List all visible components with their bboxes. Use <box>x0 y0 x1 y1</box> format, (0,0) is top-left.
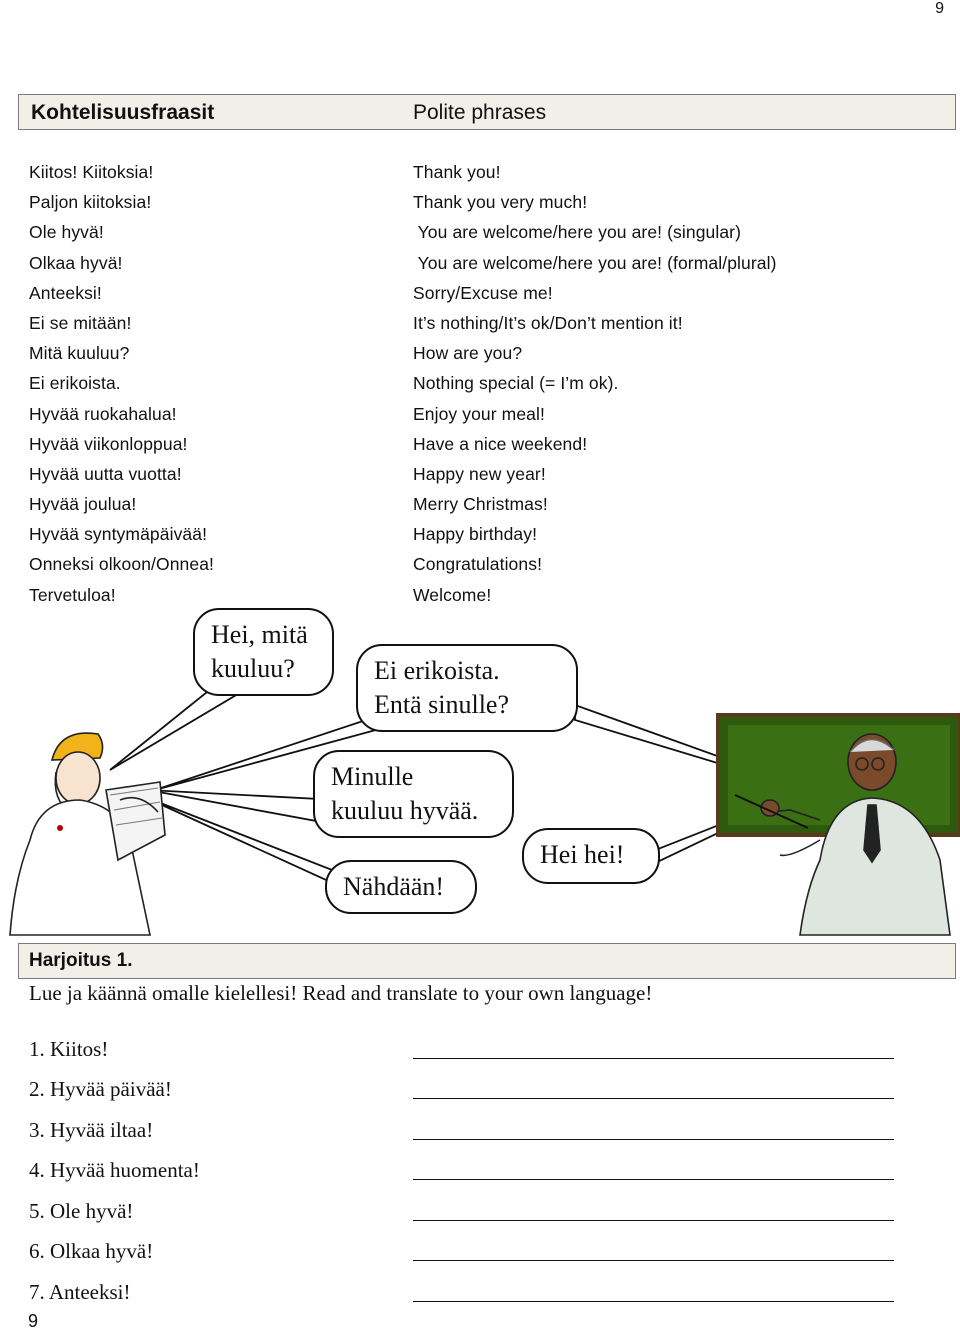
answer-line[interactable] <box>413 1139 894 1140</box>
finnish-phrase: Hyvää viikonloppua! <box>29 433 188 454</box>
speech-bubble-how-are-you <box>193 608 334 696</box>
bubble-text: kuuluu? <box>211 654 295 683</box>
speech-bubble-see-you <box>325 860 477 914</box>
finnish-phrase: Olkaa hyvä! <box>29 252 123 273</box>
answer-line[interactable] <box>413 1179 894 1180</box>
english-phrase: Welcome! <box>413 584 492 605</box>
english-phrase: Thank you very much! <box>413 192 588 213</box>
answer-line[interactable] <box>413 1301 894 1302</box>
exercise-item: 3. Hyvää iltaa! <box>29 1118 154 1142</box>
finnish-phrase: Paljon kiitoksia! <box>29 192 152 213</box>
finnish-phrase: Anteeksi! <box>29 282 102 303</box>
english-phrase: Enjoy your meal! <box>413 403 545 424</box>
bubble-text: Hei hei! <box>540 840 625 869</box>
answer-line[interactable] <box>413 1220 894 1221</box>
finnish-phrase: Hyvää uutta vuotta! <box>29 463 182 484</box>
speech-bubble-bye <box>522 828 660 884</box>
answer-line[interactable] <box>413 1058 894 1059</box>
exercise-header <box>18 943 956 979</box>
finnish-phrase: Mitä kuuluu? <box>29 343 130 364</box>
answer-line[interactable] <box>413 1098 894 1099</box>
english-phrase: How are you? <box>413 343 523 364</box>
exercise-item: 6. Olkaa hyvä! <box>29 1239 154 1263</box>
answer-line[interactable] <box>413 1260 894 1261</box>
exercise-item: 2. Hyvää päivää! <box>29 1077 172 1101</box>
exercise-instructions: Lue ja käännä omalle kielellesi! Read and translate to your own language! <box>29 981 653 1005</box>
finnish-phrase: Ei erikoista. <box>29 373 121 394</box>
bubble-text: kuuluu hyvää. <box>331 796 479 825</box>
finnish-title: Kohtelisuusfraasit <box>31 101 215 124</box>
english-phrase: You are welcome/here you are! (singular) <box>413 222 742 243</box>
english-phrase: Thank you! <box>413 162 501 182</box>
english-phrase: You are welcome/here you are! (formal/plural) <box>413 252 777 273</box>
english-phrase: Have a nice weekend! <box>413 433 588 454</box>
speech-bubble-nothing-special <box>356 644 578 732</box>
exercise-item: 5. Ole hyvä! <box>29 1199 134 1223</box>
finnish-phrase: Hyvää ruokahalua! <box>29 403 177 424</box>
finnish-phrase: Hyvää syntymäpäivää! <box>29 524 208 545</box>
exercise-item: 1. Kiitos! <box>29 1037 109 1061</box>
exercise-item: 7. Anteeksi! <box>29 1280 131 1304</box>
english-phrase: Sorry/Excuse me! <box>413 282 553 303</box>
english-phrase: It’s nothing/It’s ok/Don’t mention it! <box>413 312 683 333</box>
page-number-top: 9 <box>935 0 944 17</box>
exercise-item: 4. Hyvää huomenta! <box>29 1158 200 1182</box>
finnish-phrase: Hyvää joulua! <box>29 494 137 515</box>
english-title: Polite phrases <box>413 101 547 124</box>
finnish-phrase: Tervetuloa! <box>29 584 116 605</box>
bubble-text: Ei erikoista. <box>374 656 500 685</box>
english-phrase: Merry Christmas! <box>413 494 548 515</box>
english-phrase: Congratulations! <box>413 554 543 575</box>
english-phrase: Nothing special (= I’m ok). <box>413 373 619 394</box>
english-phrase: Happy birthday! <box>413 524 538 545</box>
bubble-text: Hei, mitä <box>211 620 308 649</box>
woman-engineer-icon <box>10 733 165 935</box>
exercise-title: Harjoitus 1. <box>29 950 133 971</box>
bubble-text: Nähdään! <box>343 872 445 901</box>
page-number-bottom: 9 <box>28 1311 39 1331</box>
bubble-text: Entä sinulle? <box>374 690 510 719</box>
finnish-phrase: Ole hyvä! <box>29 222 104 243</box>
english-phrase: Happy new year! <box>413 463 546 484</box>
finnish-phrase: Ei se mitään! <box>29 312 132 333</box>
finnish-phrase: Kiitos! Kiitoksia! <box>29 162 154 182</box>
finnish-phrase: Onneksi olkoon/Onnea! <box>29 554 214 575</box>
speech-bubble-doing-well <box>313 750 514 838</box>
bubble-text: Minulle <box>331 762 414 791</box>
